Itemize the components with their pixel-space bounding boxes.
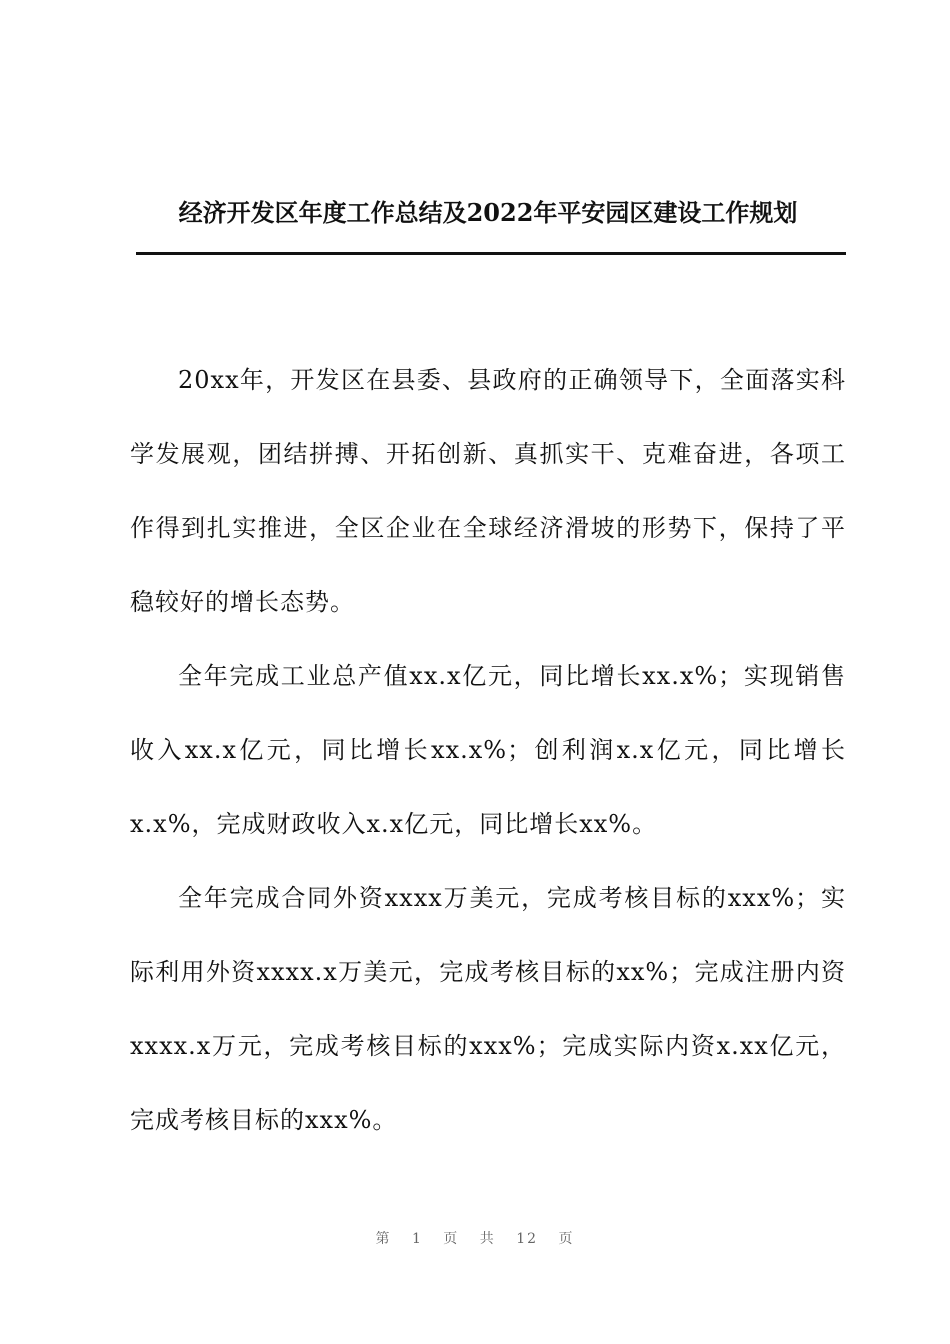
page-number-footer: 第 1 页 共 12 页 xyxy=(375,1231,575,1247)
paragraph-1: 20xx年，开发区在县委、县政府的正确领导下，全面落实科学发展观，团结拼搏、开拓创新、真抓实干、克难奋进，各项工作得到扎实推进，全区企业在全球经济滑坡的形势下，保持了平稳较好的增长态势。 xyxy=(130,366,846,616)
document-title: 经济开发区年度工作总结及2022年平安园区建设工作规划 xyxy=(178,198,798,227)
document-body xyxy=(130,343,846,1157)
paragraph-3: 全年完成合同外资xxxx万美元，完成考核目标的xxx%；实际利用外资xxxx.x万美元，完成考核目标的xx%；完成注册内资xxxx.x万元，完成考核目标的xxx%；完成实际内资x.xx亿元，完成考核目标的xxx%。 xyxy=(130,884,846,1134)
paragraph-2: 全年完成工业总产值xx.x亿元，同比增长xx.x%；实现销售收入xx.x亿元，同比增长xx.x%；创利润x.x亿元，同比增长x.x%，完成财政收入x.x亿元，同比增长xx%。 xyxy=(130,662,846,838)
title-underline xyxy=(136,252,846,255)
